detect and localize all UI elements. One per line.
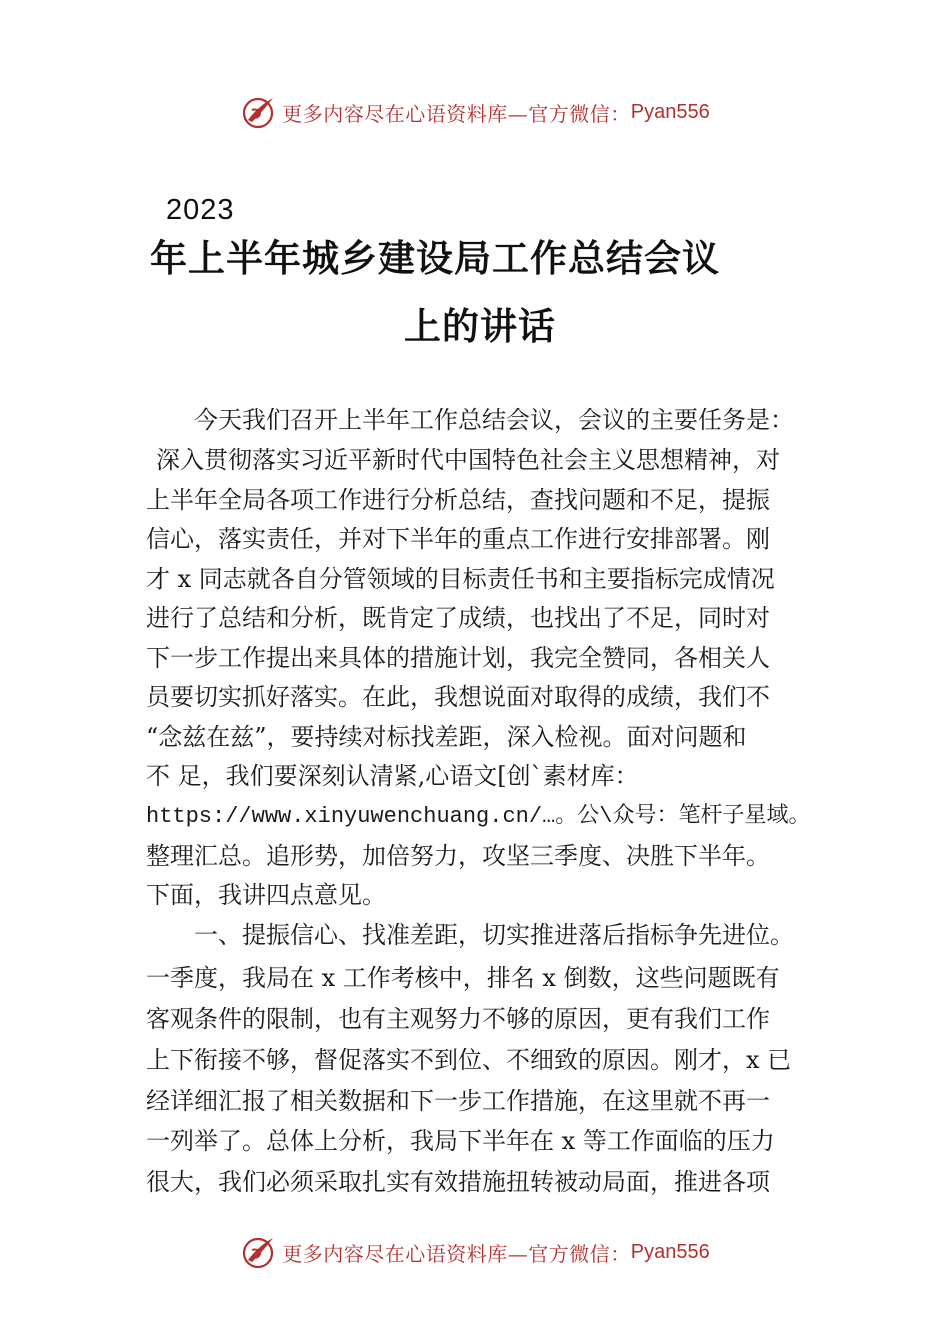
text-line: 经详细汇报了相关数据和下一步工作措施，在这里就不再一: [146, 1087, 770, 1115]
quill-seal-icon: [240, 94, 276, 130]
text-line: 进行了总结和分析，既肯定了成绩，也找出了不足，同时对: [146, 604, 770, 632]
text-line: 一列举了。总体上分析，我局下半年在 x 等工作面临的压力: [146, 1127, 775, 1155]
text-line: 上下衔接不够，督促落实不到位、不细致的原因。刚才，x 已: [146, 1046, 792, 1074]
text-line: 下面，我讲四点意见。: [146, 881, 386, 909]
text-line: 一季度，我局在 x 工作考核中，排名 x 倒数，这些问题既有: [146, 964, 780, 992]
text-line: 信心，落实责任，并对下半年的重点工作进行安排部署。刚: [146, 525, 770, 553]
text-line: 很大，我们必须采取扎实有效措施扭转被动局面，推进各项: [146, 1168, 770, 1196]
text-line: 客观条件的限制，也有主观努力不够的原因，更有我们工作: [146, 1005, 770, 1033]
text-line-url: https://www.xinyuwenchuang.cn/…。公\众号：笔杆子星域。: [146, 804, 811, 829]
banner-text: 更多内容尽在心语资料库—官方微信：: [282, 101, 631, 126]
banner-wechat-id: Pyan556: [630, 100, 710, 123]
text-line: “念兹在兹”，要持续对标找差距，深入检视。面对问题和: [146, 723, 747, 751]
text-line: 不 足，我们要深刻认清紧,心语文[创`素材库：: [146, 762, 639, 790]
quill-seal-icon: [240, 1234, 276, 1270]
text-line: 上半年全局各项工作进行分析总结，查找问题和不足，提振: [146, 486, 770, 514]
footer-banner: [0, 1232, 950, 1272]
page-title-continued: 上的讲话: [404, 304, 556, 348]
text-line: 整理汇总。追形势，加倍努力，攻坚三季度、决胜下半年。: [146, 842, 770, 870]
banner-text: 更多内容尽在心语资料库—官方微信：: [282, 1241, 631, 1266]
banner-wechat-id: Pyan556: [630, 1240, 710, 1263]
title-year: 2023: [166, 194, 235, 226]
text-line: 才 x 同志就各自分管领域的目标责任书和主要指标完成情况: [146, 565, 775, 593]
page-title: 年上半年城乡建设局工作总结会议: [150, 236, 720, 280]
text-line: 深入贯彻落实习近平新时代中国特色社会主义思想精神，对: [156, 446, 780, 474]
text-line: 今天我们召开上半年工作总结会议，会议的主要任务是：: [194, 406, 794, 434]
section-heading: 一、提振信心、找准差距，切实推进落后指标争先进位。: [194, 921, 794, 949]
header-banner: [0, 92, 950, 132]
text-line: 员要切实抓好落实。在此，我想说面对取得的成绩，我们不: [146, 683, 770, 711]
text-line: 下一步工作提出来具体的措施计划，我完全赞同，各相关人: [146, 644, 770, 672]
